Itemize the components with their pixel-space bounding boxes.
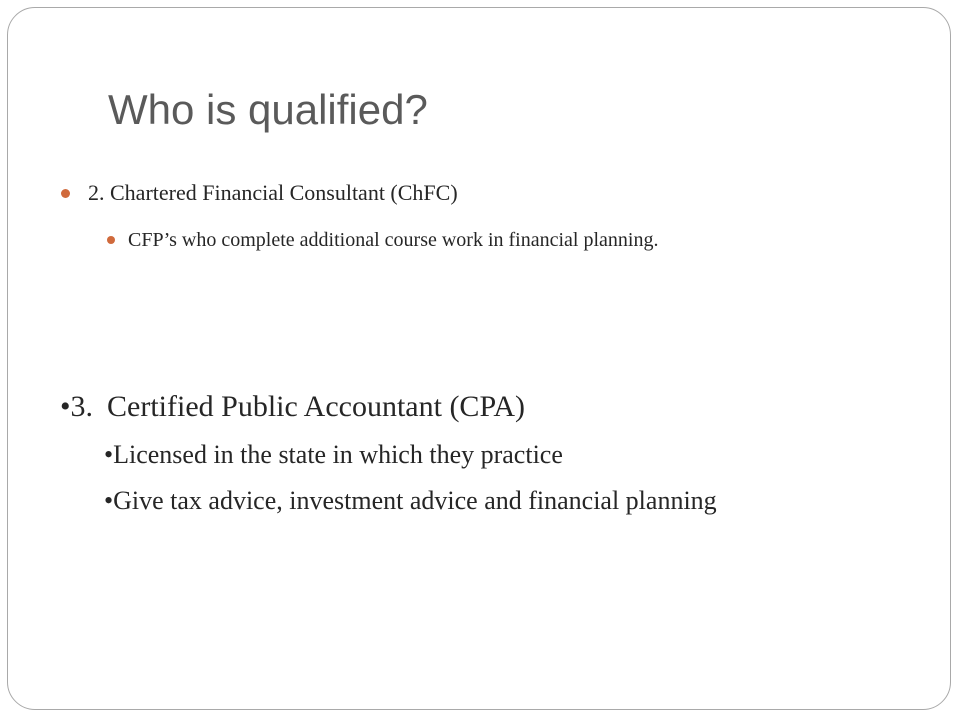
list-item-label: Licensed in the state in which they practice <box>113 440 563 469</box>
list-item-chfc: 2. Chartered Financial Consultant (ChFC) <box>88 180 458 205</box>
bullet-dot-icon <box>61 189 70 198</box>
bullet-glyph: • <box>104 486 114 515</box>
list-item-label: Give tax advice, investment advice and financial planning <box>113 486 717 515</box>
bullet-glyph: • <box>60 390 71 423</box>
slide-title: Who is qualified? <box>108 86 428 133</box>
list-item-number: 3. <box>70 390 94 423</box>
list-item-cpa <box>60 385 525 429</box>
list-item-cpa-advice <box>104 482 717 520</box>
list-item-cpa-licensed <box>104 436 563 474</box>
bullet-dot-icon <box>107 236 115 244</box>
list-item-label: Certified Public Accountant (CPA) <box>107 390 526 423</box>
bullet-glyph: • <box>104 440 114 469</box>
list-item-chfc-description: CFP’s who complete additional course work in financial planning. <box>128 229 659 251</box>
